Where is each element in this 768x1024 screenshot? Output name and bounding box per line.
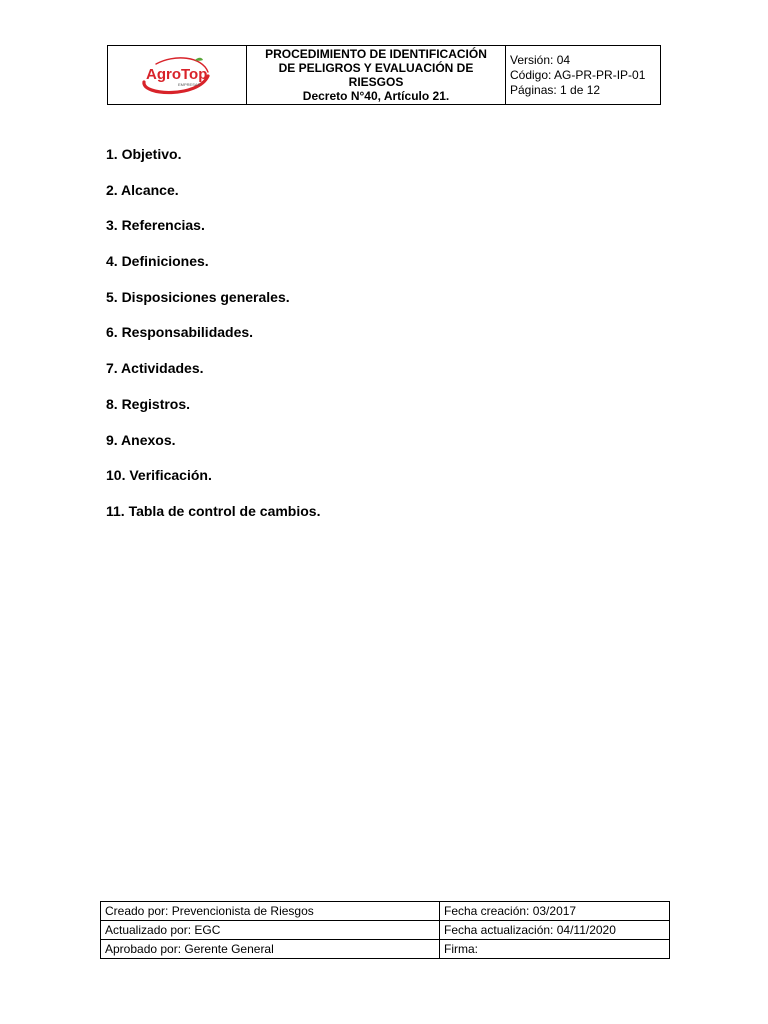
signature: Firma: [440, 940, 670, 959]
logo-subtext: EMPRESAS [178, 82, 201, 87]
title-line: PROCEDIMIENTO DE IDENTIFICACIÓN [265, 47, 487, 61]
table-of-contents [106, 145, 320, 538]
toc-item: 7. Actividades. [106, 360, 204, 377]
toc-item: 3. Referencias. [106, 217, 205, 234]
toc-item: 5. Disposiciones generales. [106, 288, 290, 305]
updated-by: Actualizado por: EGC [101, 921, 440, 940]
document-meta [506, 46, 660, 104]
agrotop-logo [138, 52, 216, 98]
toc-item: 2. Alcance. [106, 181, 179, 198]
toc-item: 10. Verificación. [106, 467, 212, 484]
toc-item: 4. Definiciones. [106, 253, 209, 270]
update-date: Fecha actualización: 04/11/2020 [440, 921, 670, 940]
title-line: DE PELIGROS Y EVALUACIÓN DE [278, 61, 474, 75]
creation-date: Fecha creación: 03/2017 [440, 902, 670, 921]
approved-by: Aprobado por: Gerente General [101, 940, 440, 959]
toc-item: 6. Responsabilidades. [106, 324, 254, 341]
document-footer [100, 901, 670, 959]
table-row [101, 940, 670, 959]
toc-item: 8. Registros. [106, 395, 191, 412]
created-by: Creado por: Prevencionista de Riesgos [101, 902, 440, 921]
table-row [101, 921, 670, 940]
title-line: RIESGOS [348, 75, 404, 89]
table-row [101, 902, 670, 921]
toc-item: 1. Objetivo. [106, 146, 182, 162]
company-logo-cell [108, 46, 247, 104]
code-label: Código: AG-PR-PR-IP-01 [510, 67, 646, 82]
toc-item: 9. Anexos. [106, 431, 176, 448]
version-label: Versión: 04 [510, 52, 571, 67]
title-line: Decreto N°40, Artículo 21. [302, 89, 450, 103]
toc-item: 11. Tabla de control de cambios. [106, 502, 321, 519]
document-header [107, 45, 661, 105]
pages-label: Páginas: 1 de 12 [510, 82, 601, 97]
logo-text: AgroTop [146, 66, 208, 83]
document-title [247, 46, 506, 104]
